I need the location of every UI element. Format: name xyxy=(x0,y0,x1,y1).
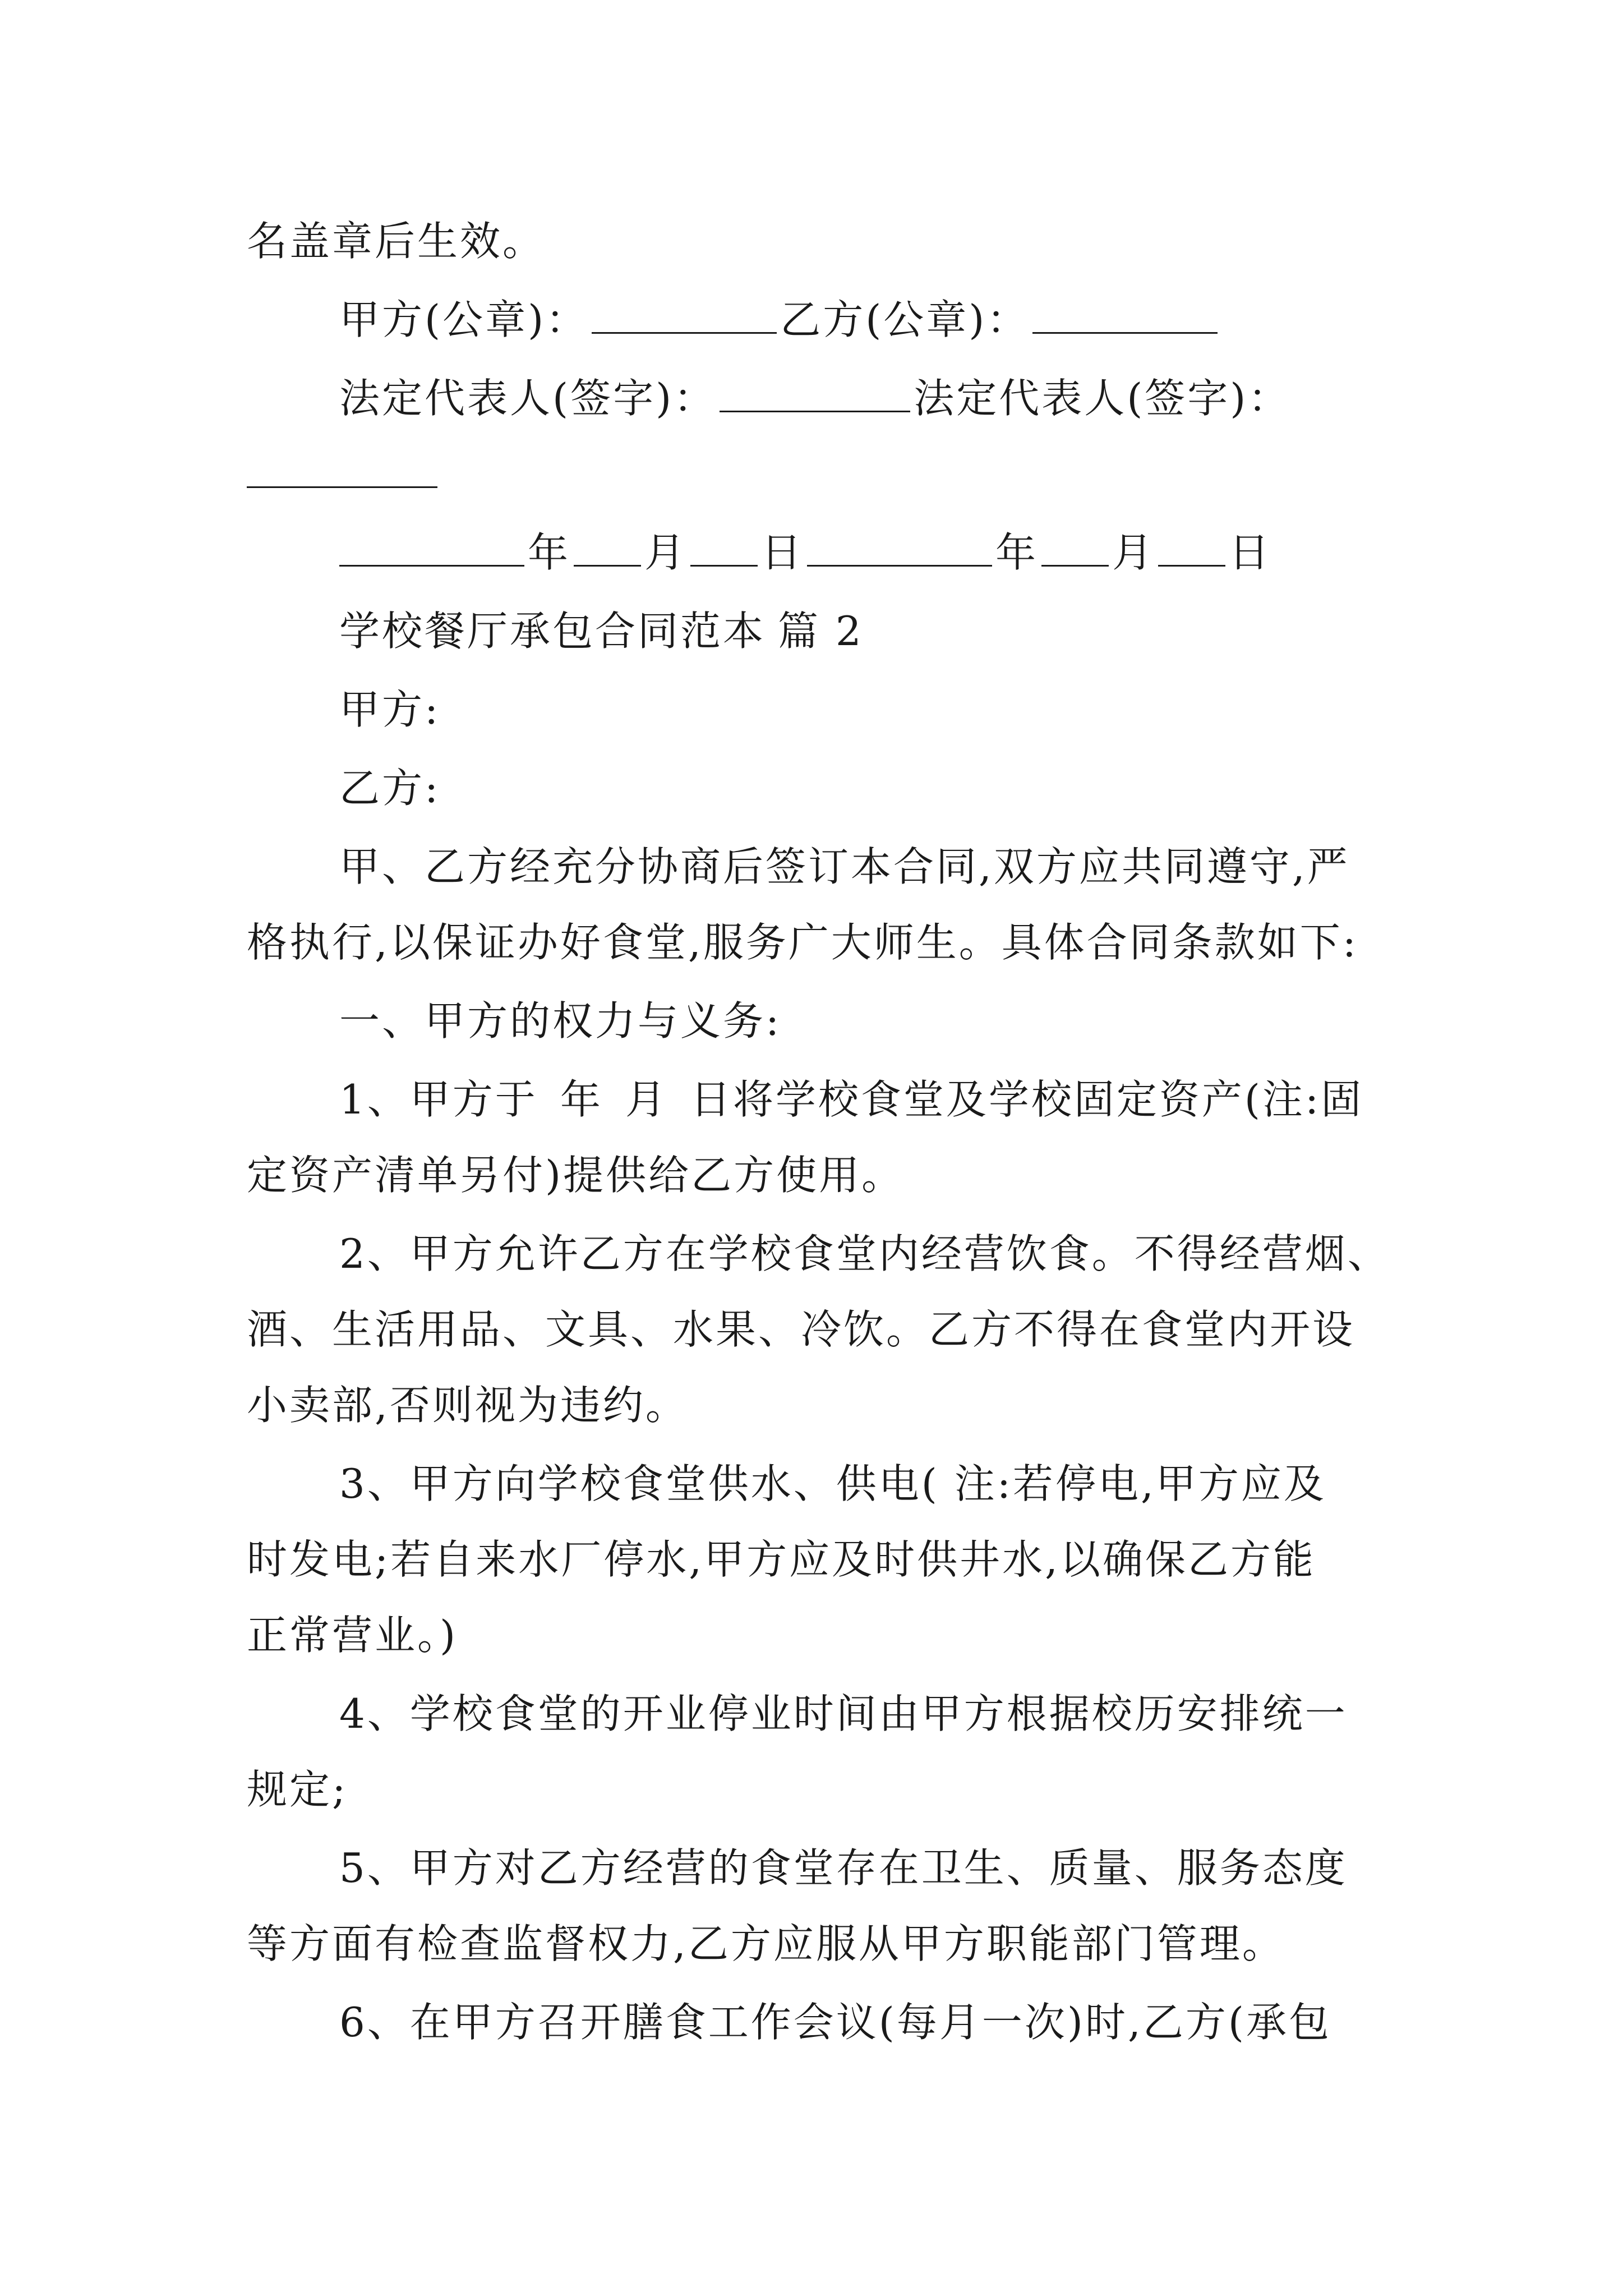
intro-line-2: 格执行,以保证办好食堂,服务广大师生。具体合同条款如下: xyxy=(247,919,1359,966)
clause-3-line-2: 时发电;若自来水厂停水,甲方应及时供井水,以确保乙方能 xyxy=(247,1536,1316,1583)
section-title-text: 学校餐厅承包合同范本 xyxy=(339,608,766,655)
legal-rep-line xyxy=(339,373,1290,424)
year-b-blank xyxy=(807,531,992,567)
clause-1-line-2: 定资产清单另付)提供给乙方使用。 xyxy=(247,1152,905,1199)
seal-line xyxy=(339,295,1221,345)
intro-line-1: 甲、乙方经充分协商后签订本合同,双方应共同遵守,严 xyxy=(339,843,1350,890)
year-a-label: 年 xyxy=(528,529,571,576)
clause-6-line-1: 6、在甲方召开膳食工作会议(每月一次)时,乙方(承包 xyxy=(339,1999,1331,2046)
section-part-label: 篇 2 xyxy=(778,608,864,655)
month-a-blank xyxy=(574,531,641,567)
clause-2-line-1: 2、甲方允许乙方在学校食堂内经营饮食。不得经营烟、 xyxy=(339,1230,1390,1277)
legal-rep-b-blank-line xyxy=(247,449,441,499)
clause-2-line-3: 小卖部,否则视为违约。 xyxy=(247,1382,688,1429)
day-b-label: 日 xyxy=(1229,529,1272,576)
section-title xyxy=(339,606,864,656)
clause-4-line-1: 4、学校食堂的开业停业时间由甲方根据校历安排统一 xyxy=(339,1690,1348,1737)
month-b-label: 月 xyxy=(1112,529,1155,576)
clause-1-line-1: 1、甲方于 年 月 日将学校食堂及学校固定资产(注:固 xyxy=(339,1076,1364,1123)
legal-rep-a-label: 法定代表人(签字)： xyxy=(339,375,717,422)
legal-rep-a-blank xyxy=(720,377,910,412)
clause-4-line-2: 规定; xyxy=(247,1766,348,1813)
party-a-seal-label: 甲方(公章)： xyxy=(339,296,589,343)
clause-3-line-3: 正常营业。) xyxy=(247,1612,458,1659)
year-b-label: 年 xyxy=(995,529,1039,576)
day-b-blank xyxy=(1158,531,1225,567)
month-b-blank xyxy=(1041,531,1109,567)
clause-3-line-1: 3、甲方向学校食堂供水、供电( 注:若停电,甲方应及 xyxy=(339,1460,1326,1507)
party-b-seal-blank xyxy=(1032,298,1218,334)
day-a-blank xyxy=(690,531,758,567)
party-a-seal-blank xyxy=(592,298,777,334)
party-b-seal-label: 乙方(公章)： xyxy=(780,296,1030,343)
heading-1: 一、甲方的权力与义务: xyxy=(339,997,782,1045)
year-a-blank xyxy=(339,531,524,567)
party-a-line: 甲方: xyxy=(339,686,441,733)
month-a-label: 月 xyxy=(644,529,688,576)
party-b-line: 乙方: xyxy=(339,765,441,812)
legal-rep-b-label: 法定代表人(签字)： xyxy=(914,375,1291,422)
date-line xyxy=(339,527,1271,578)
clause-2-line-2: 酒、生活用品、文具、水果、冷饮。乙方不得在食堂内开设 xyxy=(247,1306,1355,1353)
clause-5-line-1: 5、甲方对乙方经营的食堂存在卫生、质量、服务态度 xyxy=(339,1844,1348,1892)
legal-rep-b-blank xyxy=(247,453,437,488)
day-a-label: 日 xyxy=(761,529,804,576)
clause-5-line-2: 等方面有检查监督权力,乙方应服从甲方职能部门管理。 xyxy=(247,1920,1285,1967)
top-fragment: 名盖章后生效。 xyxy=(247,218,546,265)
